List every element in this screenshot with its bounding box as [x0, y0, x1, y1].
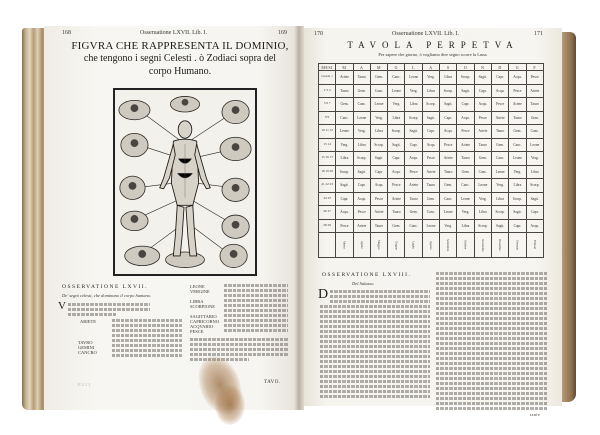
sign-cell: Acqu. — [474, 98, 491, 112]
sign-cell: Scorp. — [422, 98, 439, 112]
month-footer-cell: Settembre — [440, 233, 457, 258]
section-subheading: Del Salasso. — [352, 281, 375, 286]
sign-cell: Sagit. — [336, 179, 353, 193]
sign-cell: Tauro — [422, 179, 439, 193]
sign-cell: Verg. — [422, 71, 439, 85]
table-row — [319, 219, 544, 233]
sign-cell: Verg. — [388, 98, 405, 112]
sign-cell: Capr. — [353, 179, 370, 193]
sign-cell: Libra — [353, 138, 370, 152]
sign-cell: Acqu. — [388, 165, 405, 179]
sign-leone: LEONE — [190, 284, 205, 289]
running-head: Osseruatione LXVII. Lib. I. — [392, 31, 459, 37]
sign-cell: Gem. — [405, 206, 422, 220]
sign-cell: Ariete — [388, 192, 405, 206]
sign-cell: Leone — [526, 138, 543, 152]
sign-cell: Scorp. — [353, 152, 370, 166]
figure-subtitle: che tengono i segni Celesti . ò Zodiaci sopra del — [83, 53, 277, 64]
sign-cell: Verg. — [526, 152, 543, 166]
month-footer-cell: Luglio — [405, 233, 422, 258]
book-gutter — [294, 26, 304, 410]
day-cell: 8 9 — [319, 111, 336, 125]
sign-cell: Ariete — [474, 125, 491, 139]
header-cell: M — [370, 64, 387, 71]
sign-cell: Libra — [336, 152, 353, 166]
sign-cell: Libra — [388, 111, 405, 125]
sign-cell: Leone — [422, 219, 439, 233]
table-body — [319, 71, 544, 258]
table-title: TAVOLA PERPETVA — [347, 40, 519, 50]
sign-cell: Gem. — [440, 179, 457, 193]
table-row — [319, 84, 544, 98]
sign-cell: Verg. — [509, 165, 526, 179]
body-text-col1 — [330, 290, 430, 305]
sign-cell: Scorp. — [457, 71, 474, 85]
sign-cell: Ariete — [440, 152, 457, 166]
sign-cell: Verg. — [440, 219, 457, 233]
sign-cell: Sagit. — [509, 206, 526, 220]
sign-cell: Verg. — [353, 125, 370, 139]
header-cell: D — [491, 64, 508, 71]
sign-tauro: TAVRO — [78, 340, 93, 345]
sign-cell: Verg. — [474, 192, 491, 206]
month-footer-cell: Marzo — [336, 233, 353, 258]
sign-cell: Verg. — [491, 179, 508, 193]
header-cell: MESI — [319, 64, 336, 71]
sign-cell: Tauro — [405, 192, 422, 206]
sign-cell: Capr. — [405, 138, 422, 152]
sign-gemini: GEMINI — [78, 345, 95, 350]
table-header-row — [319, 64, 544, 71]
sign-cell: Canc. — [526, 125, 543, 139]
day-cell: 10 11 12 — [319, 125, 336, 139]
table-row — [319, 206, 544, 220]
month-footer-cell: Novembre — [474, 233, 491, 258]
sign-descriptions-right — [224, 284, 288, 334]
sign-cell: Tauro — [526, 98, 543, 112]
table-row — [319, 71, 544, 85]
sign-cell: Ariete — [509, 98, 526, 112]
figure-title: FIGVRA CHE RAPPRESENTA IL DOMINIO, — [71, 40, 289, 52]
sign-cell: Capr. — [388, 152, 405, 166]
day-cell: 24 25 — [319, 192, 336, 206]
header-cell: A — [422, 64, 439, 71]
sign-cell: Leone — [336, 125, 353, 139]
sign-cell: Tauro — [474, 138, 491, 152]
sign-cell: Scorp. — [474, 219, 491, 233]
page-number: 170 — [314, 31, 323, 37]
header-cell: O — [457, 64, 474, 71]
sign-cell: Ariete — [370, 206, 387, 220]
sign-cell: Capr. — [474, 84, 491, 98]
sign-cell: Canc. — [405, 219, 422, 233]
sign-cell: Sagit. — [405, 125, 422, 139]
drop-cap: V — [58, 300, 66, 312]
sign-cell: Acqu. — [457, 111, 474, 125]
sign-cell: Libra — [526, 165, 543, 179]
sign-cell: Libra — [440, 71, 457, 85]
page-number: 169 — [278, 30, 287, 36]
sign-cell: Scorp. — [370, 138, 387, 152]
sign-vergine: VERGINE — [190, 289, 210, 294]
sign-cell: Leone — [509, 152, 526, 166]
sign-cell: Gem. — [422, 192, 439, 206]
table-row — [319, 179, 544, 193]
sign-cell: Ariete — [353, 219, 370, 233]
sign-cell: Canc. — [370, 84, 387, 98]
sign-cell: Pesce — [509, 84, 526, 98]
sign-cell: Leone — [370, 98, 387, 112]
sign-cell: Capr. — [370, 165, 387, 179]
header-cell: M — [336, 64, 353, 71]
drop-cap: D — [318, 287, 329, 302]
month-footer-cell: Agosto — [422, 233, 439, 258]
sign-cell: Canc. — [491, 152, 508, 166]
sign-cell: Acqu. — [405, 152, 422, 166]
sign-cell: Gem. — [370, 71, 387, 85]
sign-cell: Acqu. — [491, 84, 508, 98]
sign-sagittario: SAGITTARIO — [190, 314, 217, 319]
sign-acquario: ACQVARIO — [190, 324, 214, 329]
sign-cell: Sagit. — [491, 219, 508, 233]
header-cell: F — [526, 64, 543, 71]
sign-cell: Scorp. — [405, 111, 422, 125]
table-row — [319, 165, 544, 179]
sign-cell: Pesce — [388, 179, 405, 193]
table-row — [319, 192, 544, 206]
sign-cell: Pesce — [336, 219, 353, 233]
table-row — [319, 125, 544, 139]
sign-cell: Libra — [509, 179, 526, 193]
sign-libra: LIBRA — [190, 299, 204, 304]
sign-cell: Pesce — [405, 165, 422, 179]
day-cell: 5 6 7 — [319, 98, 336, 112]
sign-cell: Gem. — [526, 111, 543, 125]
sign-cell: Sagit. — [440, 98, 457, 112]
sign-cell: Gem. — [336, 98, 353, 112]
sign-cell: Ariete — [526, 84, 543, 98]
header-cell: N — [474, 64, 491, 71]
sign-cell: Capr. — [509, 219, 526, 233]
sign-cell: Scorp. — [440, 84, 457, 98]
perpetual-moon-table — [318, 63, 544, 258]
body-text-col1-cont — [320, 305, 430, 400]
sign-cell: Ariete — [336, 71, 353, 85]
body-text-col2 — [436, 272, 548, 412]
month-footer-cell: Gennaio — [509, 233, 526, 258]
sign-cell: Tauro — [440, 165, 457, 179]
sign-cell: Sagit. — [457, 84, 474, 98]
sign-pesce: PESCE — [190, 329, 204, 334]
sign-cell: Libra — [422, 84, 439, 98]
catchword: TAVO. — [264, 380, 281, 385]
table-row — [319, 138, 544, 152]
sign-cell: Tauro — [457, 152, 474, 166]
sign-cell: Tauro — [370, 219, 387, 233]
sign-cell: Libra — [474, 206, 491, 220]
sign-cell: Acqu. — [509, 71, 526, 85]
sign-cell: Ariete — [422, 165, 439, 179]
sign-cell: Tauro — [336, 84, 353, 98]
sign-cell: Canc. — [353, 98, 370, 112]
page-number: 171 — [534, 31, 543, 37]
sign-cell: Libra — [491, 192, 508, 206]
day-cell: 21 22 23 — [319, 179, 336, 193]
sign-cell: Capr. — [336, 192, 353, 206]
sign-cell: Canc. — [509, 138, 526, 152]
sign-cell: Leone — [353, 111, 370, 125]
sign-cell: Pesce — [370, 192, 387, 206]
sign-cell: Capr. — [440, 111, 457, 125]
sign-cell: Tauro — [353, 71, 370, 85]
sign-cell: Leone — [474, 179, 491, 193]
sign-cell: Gem. — [457, 165, 474, 179]
sign-cell: Scorp. — [491, 206, 508, 220]
sign-cell: Libra — [457, 219, 474, 233]
day-cell: 15 16 17 — [319, 152, 336, 166]
sign-cell: Pesce — [491, 98, 508, 112]
sign-cell: Acqu. — [336, 206, 353, 220]
sign-cell: Sagit. — [474, 71, 491, 85]
sign-descriptions-left — [112, 319, 182, 359]
sign-cell: Ariete — [405, 179, 422, 193]
sign-cell: Canc. — [336, 111, 353, 125]
month-footer-cell: Febraio — [526, 233, 543, 258]
day-cell: 2 3 4 — [319, 84, 336, 98]
page-number: 168 — [62, 30, 71, 36]
sign-cell: Sagit. — [422, 111, 439, 125]
table-row — [319, 152, 544, 166]
sign-cell: Capr. — [457, 98, 474, 112]
sign-cell: Pesce — [440, 138, 457, 152]
day-cell: 13 14 — [319, 138, 336, 152]
sign-cell: Pesce — [526, 71, 543, 85]
header-cell: A — [353, 64, 370, 71]
month-footer-cell: Ottobre — [457, 233, 474, 258]
sign-ariete: ARIETE — [80, 319, 96, 324]
sign-cell: Pesce — [457, 125, 474, 139]
zodiac-man-woodcut — [113, 88, 257, 276]
sign-cell: Acqu. — [440, 125, 457, 139]
sign-scorpione: SCORPIONE — [190, 304, 216, 309]
month-footer-cell: Aprile — [353, 233, 370, 258]
month-footer-cell: Dicembre — [491, 233, 508, 258]
table-row — [319, 111, 544, 125]
body-text — [68, 303, 150, 318]
sign-cell: Canc. — [388, 71, 405, 85]
sign-cell: Verg. — [405, 84, 422, 98]
day-cell: Giorni 1 — [319, 71, 336, 85]
water-stain — [215, 385, 245, 425]
table-footer-row — [319, 233, 544, 258]
sign-cell: Pesce — [353, 206, 370, 220]
day-cell: 18 19 20 — [319, 165, 336, 179]
sign-cell: Verg. — [370, 111, 387, 125]
sign-cell: Sagit. — [370, 152, 387, 166]
sign-cell: Gem. — [474, 152, 491, 166]
sign-cell: Leone — [491, 165, 508, 179]
sign-cell: Pesce — [422, 152, 439, 166]
header-cell: G — [388, 64, 405, 71]
signature-mark: P 2 1 1 — [78, 382, 91, 387]
sign-cell: Scorp. — [509, 192, 526, 206]
header-cell: S — [440, 64, 457, 71]
sign-cell: Libra — [405, 98, 422, 112]
sign-cell: Capr. — [526, 206, 543, 220]
header-cell: L — [405, 64, 422, 71]
sign-cell: Scorp. — [388, 125, 405, 139]
table-subtitle: Per sapere che giorno, ò vogliamo dire segno scorre la Luna. — [378, 52, 488, 57]
sign-cell: Leone — [405, 71, 422, 85]
sign-cell: Tauro — [491, 125, 508, 139]
sign-cell: Verg. — [457, 206, 474, 220]
sign-cell: Tauro — [509, 111, 526, 125]
section-heading: OSSERVATIONE LXVII. — [62, 284, 149, 290]
sign-cell: Acqu. — [370, 179, 387, 193]
sign-cell: Capr. — [422, 125, 439, 139]
sign-cell: Pesce — [474, 111, 491, 125]
sign-cell: Libra — [370, 125, 387, 139]
zodiac-man-illustration — [115, 90, 255, 274]
sign-cell: Gem. — [491, 138, 508, 152]
sign-cell: Gem. — [388, 219, 405, 233]
section-subheading: De' segni celesti, che dominano il corpo humano. — [62, 293, 152, 298]
sign-cell: Acqu. — [353, 192, 370, 206]
table-row — [319, 98, 544, 112]
day-cell: 28 29 — [319, 219, 336, 233]
catchword: tante — [530, 412, 541, 417]
section-heading: OSSERVATIONE LXVIII. — [322, 272, 412, 278]
sign-cell: Gem. — [353, 84, 370, 98]
sign-cell: Ariete — [457, 138, 474, 152]
day-cell: 26 27 — [319, 206, 336, 220]
sign-cell: Acqu. — [526, 219, 543, 233]
header-cell: G — [509, 64, 526, 71]
sign-cell: Leone — [388, 84, 405, 98]
sign-cell: Gem. — [509, 125, 526, 139]
sign-cell: Sagit. — [526, 192, 543, 206]
sign-cell: Canc. — [422, 206, 439, 220]
figure-subtitle-2: corpo Humano. — [148, 66, 212, 77]
sign-cell: Tauro — [388, 206, 405, 220]
running-head: Osseruatione LXVII. Lib. I. — [140, 30, 207, 36]
sign-cell: Canc. — [474, 165, 491, 179]
sign-cell: Verg. — [336, 138, 353, 152]
footer-blank-cell — [319, 233, 336, 258]
sign-cell: Leone — [440, 206, 457, 220]
month-footer-cell: Giugno — [388, 233, 405, 258]
sign-capricorno: CAPRICORNO — [190, 319, 220, 324]
sign-cell: Scorp. — [526, 179, 543, 193]
sign-cell: Acqu. — [422, 138, 439, 152]
sign-cancro: CANCRO — [78, 350, 97, 355]
sign-cell: Sagit. — [388, 138, 405, 152]
month-footer-cell: Maggio — [370, 233, 387, 258]
sign-cell: Canc. — [440, 192, 457, 206]
sign-cell: Capr. — [491, 71, 508, 85]
sign-cell: Scorp. — [336, 165, 353, 179]
sign-cell: Ariete — [491, 111, 508, 125]
sign-cell: Canc. — [457, 179, 474, 193]
sign-cell: Leone — [457, 192, 474, 206]
sign-cell: Sagit. — [353, 165, 370, 179]
